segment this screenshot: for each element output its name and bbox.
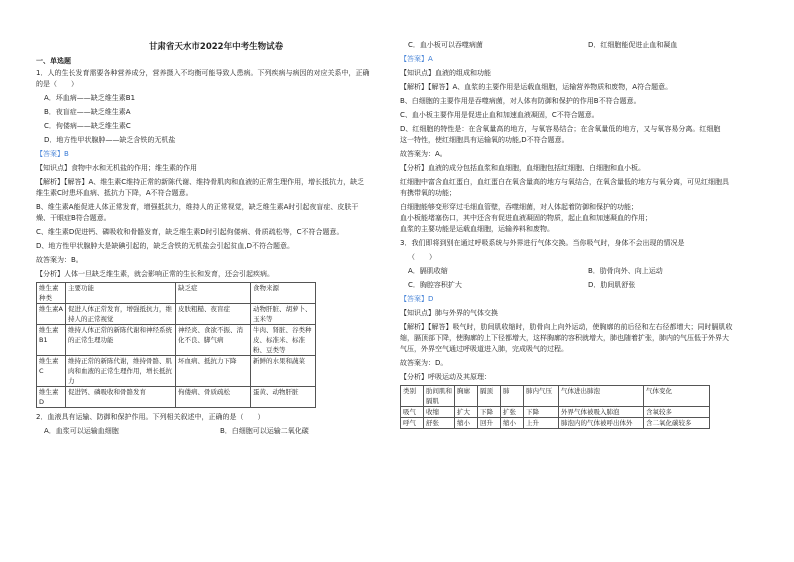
table-header-cell: 食物来源 — [251, 283, 316, 304]
q1-answer: 【答案】B — [36, 150, 69, 158]
breathing-table — [400, 385, 710, 429]
q2-analysis-4: 白细胞能够变形穿过毛细血管壁，吞噬细菌，对人体起着防御和保护的功能； — [400, 203, 638, 211]
table-cell: 扩大 — [455, 407, 478, 418]
section-heading: 一、单选题 — [36, 57, 71, 65]
q1-option-a: A．坏血病——缺乏维生素B1 — [44, 94, 136, 102]
q2-explanation-6: 故答案为：A。 — [400, 150, 447, 158]
q3-options-cd — [400, 280, 768, 291]
table-cell: 外界气体被吸入肺泡 — [559, 407, 644, 418]
table-row — [37, 325, 316, 356]
q2-explanation-4: D、红细胞的特性是：在含氧量高的地方，与氧容易结合；在含氧量低的地方，又与氧容易分离。红细胞 — [400, 125, 721, 133]
q2-explanation-3: C、血小板主要作用是促进止血和加速血液凝固，C不符合题意。 — [400, 111, 599, 119]
table-cell: 促进人体正常发育，增强抵抗力，维持人的正常视觉 — [66, 304, 176, 325]
q3-explanation-2: 缩，膈顶部下降，使胸廓的上下径都增大，这样胸廓的容积就增大，肺也随着扩张，肺内的气压低于外界大 — [400, 334, 729, 342]
q1-option-b: B．夜盲症——缺乏维生素A — [44, 108, 131, 116]
table-cell: 缩小 — [455, 418, 478, 429]
table-cell: 维生素C — [37, 356, 66, 387]
table-cell: 蛋黄、动物肝脏 — [251, 387, 316, 408]
q2-explanation-1: 【解析】【解答】A、血浆的主要作用是运载血细胞，运输营养物质和废物，A符合题意。 — [400, 83, 673, 91]
q1-explanation-1: 【解析】【解答】A、维生素C维持正常的新陈代谢、维持骨肌肉和血液的正常生理作用，增长抵抗力，缺乏 — [36, 178, 365, 186]
q1-option-c: C．佝偻病——缺乏维生素C — [44, 122, 131, 130]
table-header-cell: 维生素种类 — [37, 283, 66, 304]
table-header-row — [37, 283, 316, 304]
q2-analysis-5: 血小板能堵塞伤口，其中还含有促进血液凝固的物质，起止血和加速凝血的作用； — [400, 214, 652, 222]
table-cell: 缩小 — [501, 418, 524, 429]
table-header-cell: 肺内气压 — [524, 386, 559, 407]
table-header-cell: 肋间肌和膈肌 — [424, 386, 455, 407]
table-header-cell: 胸廓 — [455, 386, 478, 407]
q3-explanation-1: 【解析】【解答】吸气时，肋间肌收缩时，肋骨向上向外运动，使胸廓的前后径和左右径都增大；同时膈肌收 — [400, 323, 733, 331]
q1-option-d: D．地方性甲状腺肿——缺乏含铁的无机盐 — [44, 136, 176, 144]
q2-option-c: C．血小板可以吞噬病菌 — [408, 41, 483, 49]
q3-options-ab — [400, 266, 768, 277]
table-header-row — [401, 386, 710, 407]
q1-explanation-2: 维生素C时患坏血病、抵抗力下降，A不符合题意。 — [36, 189, 193, 197]
q1-explanation-6: D、地方性甲状腺肿大是缺碘引起的，缺乏含铁的无机盐会引起贫血,D不符合题意。 — [36, 242, 295, 250]
table-header-cell: 缺乏症 — [176, 283, 251, 304]
right-column — [400, 40, 768, 429]
q3-explanation-3: 气压，外界空气通过呼吸道进入肺，完成吸气的过程。 — [400, 345, 568, 353]
q2-option-b: B．白细胞可以运输二氧化碳 — [220, 427, 309, 435]
q3-option-d: D．肋间肌舒张 — [588, 281, 636, 289]
q3-explanation-4: 故答案为：D。 — [400, 359, 448, 367]
q1-explanation-4: 燥、干眼症B符合题意。 — [36, 214, 111, 222]
left-column — [36, 0, 396, 437]
table-cell: 回升 — [478, 418, 501, 429]
table-header-cell: 气体进出肺泡 — [559, 386, 644, 407]
q2-explanation-2: B、白细胞的主要作用是吞噬病菌，对人体有防御和保护的作用B不符合题意。 — [400, 97, 641, 105]
q1-stem-line-1: 1．人的生长发育需要各种营养成分，营养摄入不均衡可能导致人患病。下列疾病与病因的对应关系中，正确 — [36, 69, 370, 77]
q2-answer: 【答案】A — [400, 55, 433, 63]
q3-option-c: C．胸腔容积扩大 — [408, 281, 462, 289]
q2-option-a: A．血浆可以运输血细胞 — [44, 427, 119, 435]
table-cell: 吸气 — [401, 407, 424, 418]
table-cell: 皮肤粗糙、夜盲症 — [176, 304, 251, 325]
table-cell: 扩张 — [501, 407, 524, 418]
q3-stem-line-2: （ ） — [408, 253, 436, 261]
table-cell: 维持正常的新陈代谢，维持骨骼、肌肉和血液的正常生理作用，增长抵抗力 — [66, 356, 176, 387]
q2-stem: 2．血液具有运输、防御和保护作用。下列相关叙述中，正确的是（ ） — [36, 413, 265, 421]
table-row — [37, 356, 316, 387]
q3-stem-line-1: 3．我们即将到别在通过呼吸系统与外界进行气体交换。当你吸气时，身体不会出现的情况是 — [400, 239, 685, 247]
table-cell: 维生素D — [37, 387, 66, 408]
table-header-cell: 气体变化 — [644, 386, 710, 407]
q3-option-b: B．肋骨向外、向上运动 — [588, 267, 663, 275]
table-header-cell: 肺 — [501, 386, 524, 407]
q2-analysis-2: 红细胞中富含血红蛋白，血红蛋白在氧含量高的地方与氧结合，在氧含量低的地方与氧分离，可见红细胞具 — [400, 178, 729, 186]
q2-options-ab — [36, 426, 396, 437]
q2-analysis-6: 血浆的主要功能是运载血细胞，运输养料和废物。 — [400, 225, 554, 233]
table-cell: 呼气 — [401, 418, 424, 429]
table-header-cell: 膈顶 — [478, 386, 501, 407]
table-cell: 佝偻病、骨质疏松 — [176, 387, 251, 408]
table-cell: 神经炎、食欲不振、消化不良、脚气病 — [176, 325, 251, 356]
q2-options-cd — [400, 40, 768, 51]
page-title: 甘肃省天水市2022年中考生物试卷 — [148, 42, 284, 52]
table-cell: 上升 — [524, 418, 559, 429]
q2-analysis-1: 【分析】血液的成分包括血浆和血细胞，血细胞包括红细胞、白细胞和血小板。 — [400, 164, 645, 172]
q1-explanation-3: B、维生素A能促进人体正常发育，增强抵抗力，维持人的正常视觉，缺乏维生素A时引起夜盲症、皮肤干 — [36, 203, 359, 211]
q1-explanation-5: C、维生素D促进钙、磷吸收和骨骼发育，缺乏维生素D时引起佝偻病、骨质疏松等，C不符合题意。 — [36, 228, 344, 236]
table-header-cell: 类别 — [401, 386, 424, 407]
table-cell: 动物肝脏、胡萝卜、玉米等 — [251, 304, 316, 325]
table-cell: 肺泡内的气体被呼出体外 — [559, 418, 644, 429]
table-cell: 舒张 — [424, 418, 455, 429]
table-header-cell: 主要功能 — [66, 283, 176, 304]
table-row — [401, 418, 710, 429]
table-cell: 维持人体正常的新陈代谢和神经系统的正常生理功能 — [66, 325, 176, 356]
q1-analysis: 【分析】人体一旦缺乏维生素，就会影响正常的生长和发育，还会引起疾病。 — [36, 270, 274, 278]
table-cell: 促进钙、磷吸收和骨骼发育 — [66, 387, 176, 408]
table-cell: 含二氧化碳较多 — [644, 418, 710, 429]
table-row — [37, 304, 316, 325]
table-cell: 下降 — [524, 407, 559, 418]
q2-analysis-3: 有携带氧的功能； — [400, 189, 456, 197]
table-cell: 收缩 — [424, 407, 455, 418]
vitamin-table — [36, 282, 316, 408]
table-cell: 下降 — [478, 407, 501, 418]
q1-stem-line-2: 的是（ ） — [36, 80, 78, 88]
q3-analysis: 【分析】呼吸运动及其原理： — [400, 373, 491, 381]
q2-knowledge-point: 【知识点】血液的组成和功能 — [400, 69, 491, 77]
q3-option-a: A．膈肌收缩 — [408, 267, 448, 275]
table-cell: 维生素A — [37, 304, 66, 325]
q1-knowledge-point: 【知识点】食物中水和无机盐的作用；维生素的作用 — [36, 164, 197, 172]
q3-knowledge-point: 【知识点】肺与外界的气体交换 — [400, 309, 498, 317]
table-cell: 新鲜的水果和蔬菜 — [251, 356, 316, 387]
table-cell: 维生素B1 — [37, 325, 66, 356]
table-row — [401, 407, 710, 418]
q2-option-d: D．红细胞能促进止血和凝血 — [588, 41, 678, 49]
table-row — [37, 387, 316, 408]
q1-explanation-7: 故答案为：B。 — [36, 256, 83, 264]
q3-answer: 【答案】D — [400, 295, 434, 303]
table-cell: 含氧较多 — [644, 407, 710, 418]
table-cell: 牛肉、肾脏、谷类种皮、标准米、标准粉、豆类等 — [251, 325, 316, 356]
table-cell: 坏血病、抵抗力下降 — [176, 356, 251, 387]
q2-explanation-5: 这一特性，使红细胞具有运输氧的功能,D不符合题意。 — [400, 136, 569, 144]
